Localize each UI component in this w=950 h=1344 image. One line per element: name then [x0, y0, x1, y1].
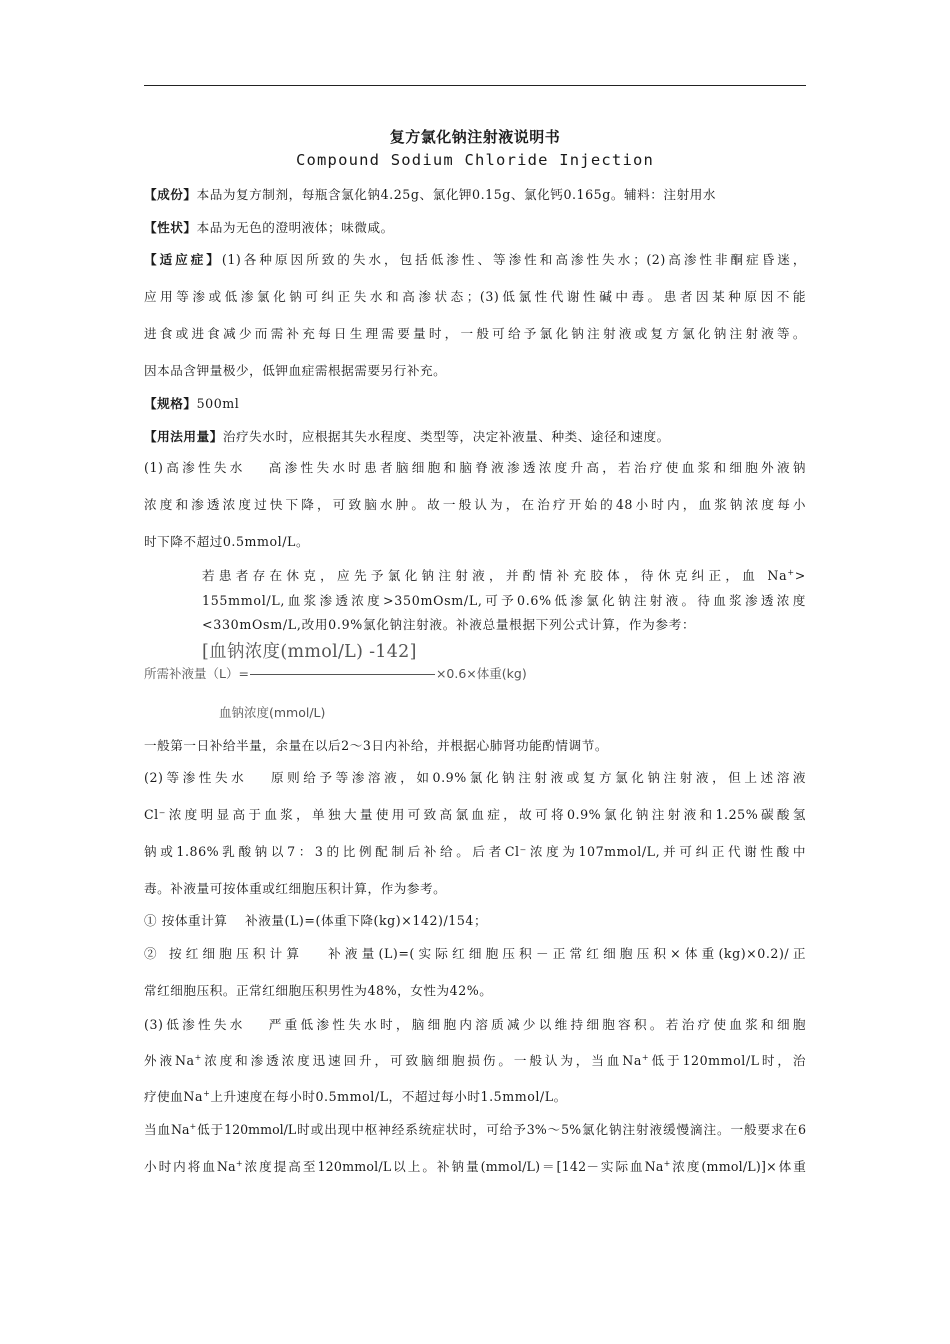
- calc-by-weight: ① 按体重计算 补液量(L)=(体重下降(kg)×142)/154；: [144, 913, 488, 928]
- composition-line: [144, 187, 806, 203]
- shock-line-2: 155mmol/L,血浆渗透浓度>350mOsm/L,可予0.6%低渗氯化钠注射液。待血浆渗透浓度: [202, 593, 806, 608]
- formula-lhs: 所需补液量（L）=: [144, 666, 249, 681]
- description-label: 【性状】: [144, 220, 197, 235]
- indications-line-3: 进食或进食减少而需补充每日生理需要量时，一般可给予氯化钠注射液或复方氯化钠注射液等。: [144, 326, 806, 341]
- usage-line: [144, 429, 806, 445]
- sodium-superscript: +: [203, 1088, 211, 1098]
- severe-line-2: [144, 1159, 806, 1175]
- sodium-superscript: +: [235, 1158, 243, 1168]
- hyper-line-3: 时下降不超过0.5mmol/L。: [144, 534, 310, 549]
- sodium-superscript: +: [787, 567, 795, 577]
- hypo-text-3a: 疗使血Na: [144, 1089, 204, 1104]
- calc-by-hct-line-2: 常红细胞压积。正常红细胞压积男性为48%，女性为42%。: [144, 983, 493, 998]
- hypo-line-1: (3)低渗性失水 严重低渗性失水时，脑细胞内溶质减少以维持细胞容积。若治疗使血浆和细胞: [144, 1017, 806, 1032]
- severe-line-1: [144, 1122, 806, 1138]
- iso-line-1: (2)等渗性失水 原则给予等渗溶液，如0.9%氯化钠注射液或复方氯化钠注射液，但上述溶液: [144, 770, 806, 785]
- composition-text: 本品为复方制剂，每瓶含氯化钠4.25g、氯化钾0.15g、氯化钙0.165g。辅料：注射用水: [196, 187, 717, 202]
- spec-label: 【规格】: [144, 396, 197, 411]
- hyper-line-1: (1)高渗性失水 高渗性失水时患者脑细胞和脑脊液渗透浓度升高，若治疗使血浆和细胞外液钠: [144, 460, 806, 475]
- severe-text-1b: 低于120mmol/L时或出现中枢神经系统症状时，可给予3%～5%氯化钠注射液缓慢滴注。一般要求在6: [196, 1122, 806, 1137]
- shock-text-1b: >: [794, 568, 806, 583]
- sodium-superscript: +: [663, 1158, 671, 1168]
- hypo-text-3b: 上升速度在每小时0.5mmol/L，不超过每小时1.5mmol/L。: [210, 1089, 567, 1104]
- shock-text-1a: 若患者存在休克，应先予氯化钠注射液，并酌情补充胶体，待休克纠正，血 Na: [202, 568, 788, 583]
- formula-numerator: [血钠浓度(mmol/L) -142]: [202, 642, 417, 662]
- severe-text-2b: 浓度提高至120mmol/L以上。补钠量(mmol/L)＝[142－实际血Na: [242, 1159, 664, 1174]
- description-line: [144, 220, 806, 236]
- hypo-line-3: [144, 1089, 806, 1105]
- iso-line-4: 毒。补液量可按体重或红细胞压积计算，作为参考。: [144, 881, 447, 896]
- formula-rhs: ×0.6×体重(kg): [435, 666, 527, 681]
- sodium-superscript: +: [189, 1121, 197, 1131]
- iso-line-3: 钠或1.86%乳酸钠以7：3的比例配制后补给。后者Cl⁻浓度为107mmol/L,并可纠正代谢性酸中: [144, 844, 806, 859]
- hypo-text-2a: 外液Na: [144, 1053, 195, 1068]
- sodium-superscript: +: [194, 1052, 202, 1062]
- hypo-text-2b: 浓度和渗透浓度迅速回升，可致脑细胞损伤。一般认为，当血Na: [201, 1053, 642, 1068]
- hypo-text-2c: 低于120mmol/L时，治: [649, 1053, 806, 1068]
- shock-line-3: <330mOsm/L,改用0.9%氯化钠注射液。补液总量根据下列公式计算，作为参考：: [202, 617, 696, 632]
- first-day-line: 一般第一日补给半量，余量在以后2～3日内补给，并根据心肺肾功能酌情调节。: [144, 738, 609, 753]
- hypo-line-2: [144, 1053, 806, 1069]
- fraction-bar: [250, 674, 435, 675]
- severe-text-1a: 当血Na: [144, 1122, 190, 1137]
- usage-label: 【用法用量】: [144, 429, 223, 444]
- sodium-superscript: +: [641, 1052, 650, 1062]
- composition-label: 【成份】: [144, 187, 197, 202]
- indications-text-1: (1)各种原因所致的失水，包括低渗性、等渗性和高渗性失水；(2)高渗性非酮症昏迷，: [221, 252, 807, 267]
- document-title-cn: 复方氯化钠注射液说明书: [389, 128, 561, 146]
- shock-line-1: [202, 568, 806, 584]
- hyper-line-2: 浓度和渗透浓度过快下降，可致脑水肿。故一般认为，在治疗开始的48小时内，血浆钠浓度每小: [144, 497, 806, 512]
- indications-line-4: 因本品含钾量极少，低钾血症需根据需要另行补充。: [144, 363, 447, 378]
- description-text: 本品为无色的澄明液体；味微咸。: [196, 220, 394, 235]
- severe-text-2c: 浓度(mmol/L)]×体重: [670, 1159, 806, 1174]
- spec-text: 500ml: [196, 396, 240, 411]
- header-rule: [144, 85, 806, 86]
- formula-row: [144, 664, 527, 682]
- indications-label: 【适应症】: [144, 252, 222, 267]
- usage-text: 治疗失水时，应根据其失水程度、类型等，决定补液量、种类、途径和速度。: [222, 429, 670, 444]
- severe-text-2a: 小时内将血Na: [144, 1159, 236, 1174]
- formula-denominator: 血钠浓度(mmol/L): [219, 705, 326, 720]
- document-title-en: Compound Sodium Chloride Injection: [295, 151, 655, 169]
- spec-line: [144, 396, 806, 412]
- iso-line-2: Cl⁻浓度明显高于血浆，单独大量使用可致高氯血症，故可将0.9%氯化钠注射液和1.25%碳酸氢: [144, 807, 806, 822]
- calc-by-hct-line-1: ② 按红细胞压积计算 补液量(L)=(实际红细胞压积－正常红细胞压积×体重(kg)×0.2)/正: [144, 946, 806, 961]
- indications-line-1: [144, 252, 806, 268]
- indications-line-2: 应用等渗或低渗氯化钠可纠正失水和高渗状态；(3)低氯性代谢性碱中毒。患者因某种原因不能: [144, 289, 806, 304]
